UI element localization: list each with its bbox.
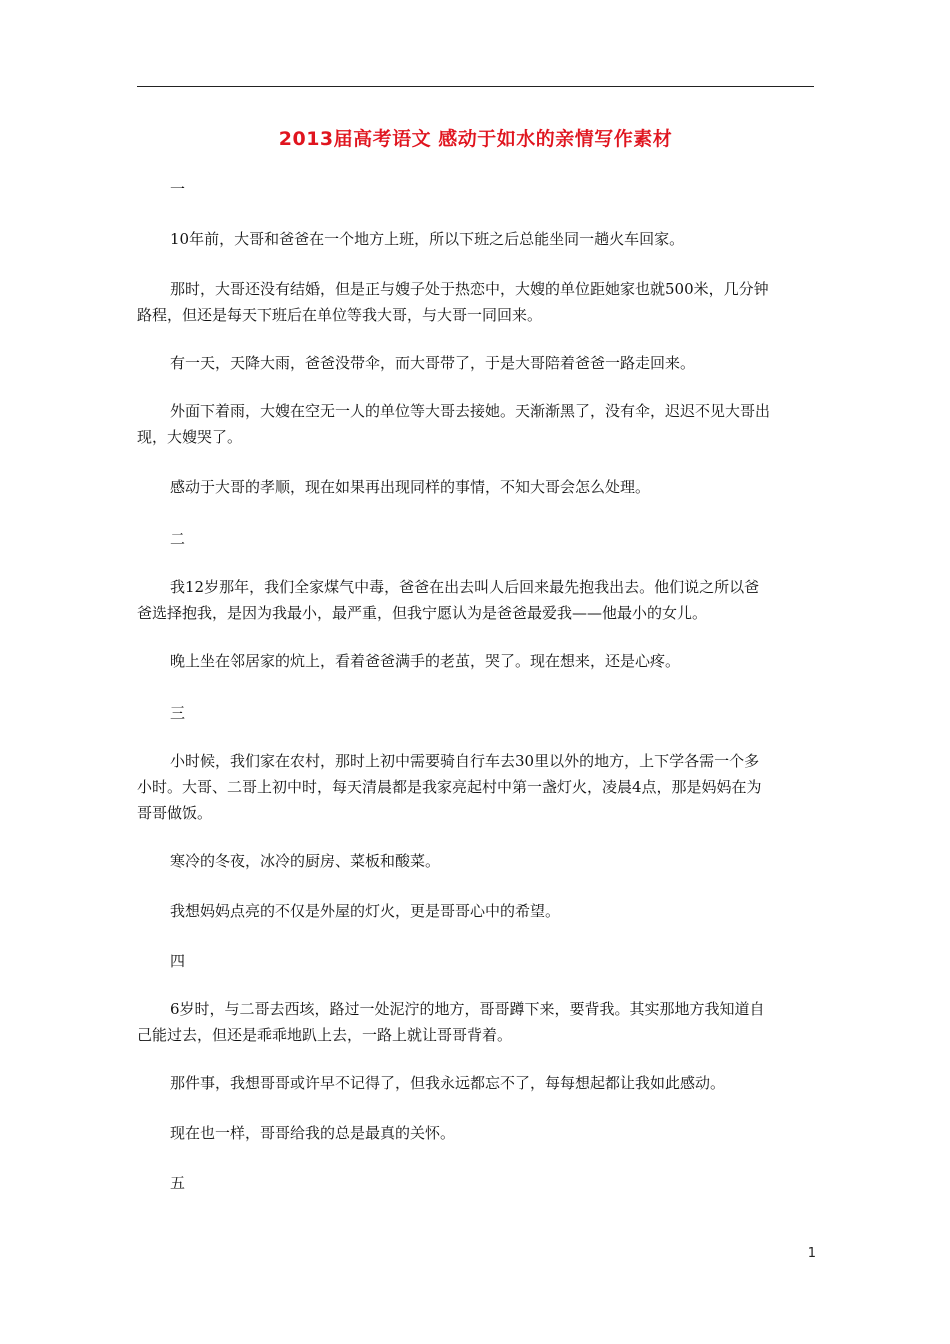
paragraph-line: 6岁时，与二哥去西垓，路过一处泥泞的地方，哥哥蹲下来，要背我。其实那地方我知道自 xyxy=(170,1000,765,1018)
paragraph-line: 现，大嫂哭了。 xyxy=(137,428,243,446)
paragraph xyxy=(137,748,817,826)
paragraph-line: 感动于大哥的孝顺，现在如果再出现同样的事情，不知大哥会怎么处理。 xyxy=(170,478,651,496)
paragraph xyxy=(137,898,817,924)
paragraph-line: 一 xyxy=(170,180,186,198)
page-number: 1 xyxy=(807,1246,816,1261)
paragraph xyxy=(137,398,817,450)
paragraph xyxy=(137,526,817,552)
paragraph xyxy=(137,700,817,726)
paragraph-line: 爸选择抱我，是因为我最小，最严重，但我宁愿认为是爸爸最爱我——他最小的女儿。 xyxy=(137,604,708,622)
paragraph-line: 我想妈妈点亮的不仅是外屋的灯火，更是哥哥心中的希望。 xyxy=(170,902,561,920)
paragraph-line: 五 xyxy=(170,1174,186,1192)
paragraph-line: 我12岁那年，我们全家煤气中毒，爸爸在出去叫人后回来最先抱我出去。他们说之所以爸 xyxy=(170,578,760,596)
paragraph xyxy=(137,848,817,874)
paragraph-line: 哥哥做饭。 xyxy=(137,804,213,822)
document-title: 2013届高考语文 感动于如水的亲情写作素材 xyxy=(278,128,673,150)
header-rule xyxy=(137,86,814,87)
paragraph-line: 有一天，天降大雨，爸爸没带伞，而大哥带了，于是大哥陪着爸爸一路走回来。 xyxy=(170,354,696,372)
paragraph xyxy=(137,648,817,674)
paragraph-line: 路程，但还是每天下班后在单位等我大哥，与大哥一同回来。 xyxy=(137,306,543,324)
paragraph-line: 二 xyxy=(170,530,186,548)
paragraph xyxy=(137,176,817,202)
paragraph-line: 晚上坐在邻居家的炕上，看着爸爸满手的老茧，哭了。现在想来，还是心疼。 xyxy=(170,652,681,670)
paragraph xyxy=(137,226,817,252)
paragraph-line: 小时。大哥、二哥上初中时，每天清晨都是我家亮起村中第一盏灯火，凌晨4点，那是妈妈在为 xyxy=(137,778,762,796)
paragraph-line: 外面下着雨，大嫂在空无一人的单位等大哥去接她。天渐渐黑了，没有伞，迟迟不见大哥出 xyxy=(170,402,771,420)
paragraph-line: 己能过去，但还是乖乖地趴上去，一路上就让哥哥背着。 xyxy=(137,1026,513,1044)
paragraph-line: 现在也一样，哥哥给我的总是最真的关怀。 xyxy=(170,1124,456,1142)
paragraph xyxy=(137,474,817,500)
paragraph-line: 小时候，我们家在农村，那时上初中需要骑自行车去30里以外的地方，上下学各需一个多 xyxy=(170,752,760,770)
paragraph-line: 三 xyxy=(170,704,186,722)
paragraph xyxy=(137,574,817,626)
paragraph xyxy=(137,350,817,376)
paragraph xyxy=(137,276,817,328)
paragraph xyxy=(137,996,817,1048)
paragraph xyxy=(137,1170,817,1196)
paragraph xyxy=(137,948,817,974)
paragraph-line: 10年前，大哥和爸爸在一个地方上班，所以下班之后总能坐同一趟火车回家。 xyxy=(170,230,685,248)
paragraph-line: 寒冷的冬夜，冰冷的厨房、菜板和酸菜。 xyxy=(170,852,441,870)
paragraph xyxy=(137,1070,817,1096)
paragraph-line: 四 xyxy=(170,952,186,970)
paragraph xyxy=(137,1120,817,1146)
paragraph-line: 那时，大哥还没有结婚，但是正与嫂子处于热恋中，大嫂的单位距她家也就500米，几分钟 xyxy=(170,280,769,298)
paragraph-line: 那件事，我想哥哥或许早不记得了，但我永远都忘不了，每每想起都让我如此感动。 xyxy=(170,1074,726,1092)
